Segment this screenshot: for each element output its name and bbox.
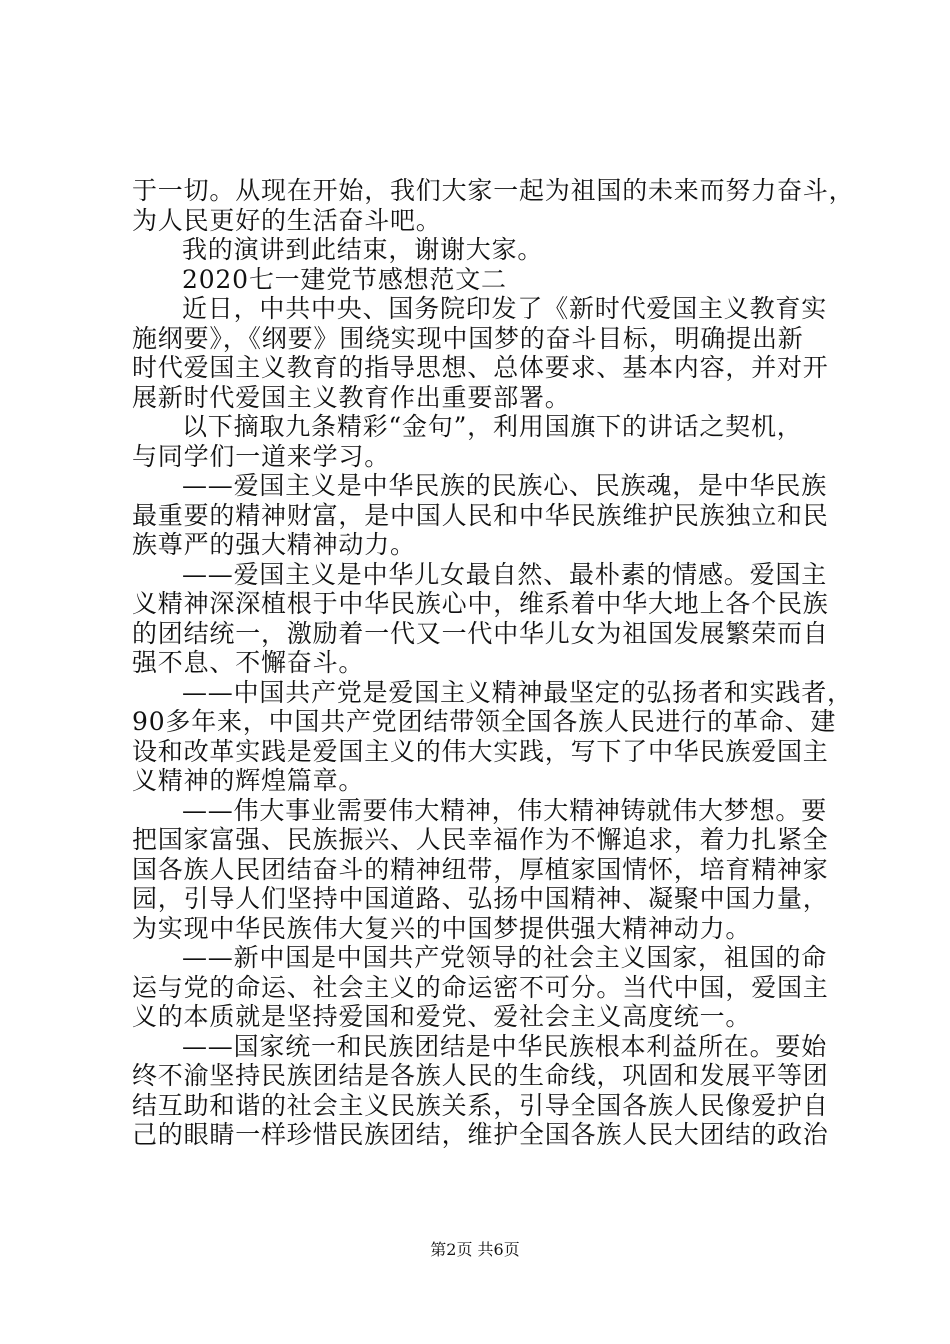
text-line: ——中国共产党是爱国主义精神最坚定的弘扬者和实践者， bbox=[182, 677, 853, 707]
text-line: 义精神深深植根于中华民族心中，维系着中华大地上各个民族 bbox=[132, 589, 829, 618]
text-line: 义精神的辉煌篇章。 bbox=[132, 766, 365, 795]
text-line: 园，引导人们坚持中国道路、弘扬中国精神、凝聚中国力量， bbox=[132, 884, 829, 913]
text-line: 为人民更好的生活奋斗吧。 bbox=[132, 205, 442, 235]
text-line: 义的本质就是坚持爱国和爱党、爱社会主义高度统一。 bbox=[132, 1002, 752, 1031]
text-line: 国各族人民团结奋斗的精神纽带，厚植家国情怀，培育精神家 bbox=[132, 854, 829, 884]
text-line: 族尊严的强大精神动力。 bbox=[132, 530, 416, 559]
text-line: 以下摘取九条精彩“金句”，利用国旗下的讲话之契机， bbox=[182, 412, 803, 441]
text-line: 与同学们一道来学习。 bbox=[132, 441, 391, 471]
text-line: 于一切。从现在开始，我们大家一起为祖国的未来而努力奋斗， bbox=[132, 176, 855, 205]
text-line: ——新中国是中国共产党领导的社会主义国家，祖国的命 bbox=[182, 943, 828, 972]
text-line: 近日，中共中央、国务院印发了《新时代爱国主义教育实 bbox=[182, 294, 828, 323]
text-line: 为实现中华民族伟大复兴的中国梦提供强大精神动力。 bbox=[132, 913, 752, 943]
text-line: 施纲要》，《纲要》围绕实现中国梦的奋斗目标，明确提出新 bbox=[132, 323, 804, 353]
text-line: 2020七一建党节感想范文二 bbox=[182, 264, 507, 294]
text-line: 己的眼睛一样珍惜民族团结，维护全国各族人民大团结的政治 bbox=[132, 1120, 829, 1149]
text-line: 强不息、不懈奋斗。 bbox=[132, 648, 365, 677]
text-line: 设和改革实践是爱国主义的伟大实践，写下了中华民族爱国主 bbox=[132, 736, 829, 766]
text-line: 终不渝坚持民族团结是各族人民的生命线，巩固和发展平等团 bbox=[132, 1061, 829, 1090]
text-line: 的团结统一，激励着一代又一代中华儿女为祖国发展繁荣而自 bbox=[132, 618, 829, 648]
text-line: ——伟大事业需要伟大精神，伟大精神铸就伟大梦想。要 bbox=[182, 795, 828, 825]
text-line: 运与党的命运、社会主义的命运密不可分。当代中国，爱国主 bbox=[132, 972, 829, 1002]
document-body bbox=[132, 176, 855, 1150]
text-line: 最重要的精神财富，是中国人民和中华民族维护民族独立和民 bbox=[132, 500, 829, 530]
text-line: 时代爱国主义教育的指导思想、总体要求、基本内容，并对开 bbox=[132, 353, 829, 382]
text-line: 我的演讲到此结束，谢谢大家。 bbox=[182, 235, 544, 264]
text-line: 结互助和谐的社会主义民族关系，引导全国各族人民像爱护自 bbox=[132, 1090, 829, 1120]
page-footer: 第2页 共6页 bbox=[430, 1240, 520, 1259]
text-line: 90多年来，中国共产党团结带领全国各族人民进行的革命、建 bbox=[132, 707, 837, 736]
text-line: ——国家统一和民族团结是中华民族根本利益所在。要始 bbox=[182, 1031, 828, 1061]
text-line: 展新时代爱国主义教育作出重要部署。 bbox=[132, 382, 571, 412]
text-line: ——爱国主义是中华民族的民族心、民族魂，是中华民族 bbox=[182, 471, 828, 500]
text-line: 把国家富强、民族振兴、人民幸福作为不懈追求，着力扎紧全 bbox=[132, 825, 829, 854]
text-line: ——爱国主义是中华儿女最自然、最朴素的情感。爱国主 bbox=[182, 559, 828, 589]
